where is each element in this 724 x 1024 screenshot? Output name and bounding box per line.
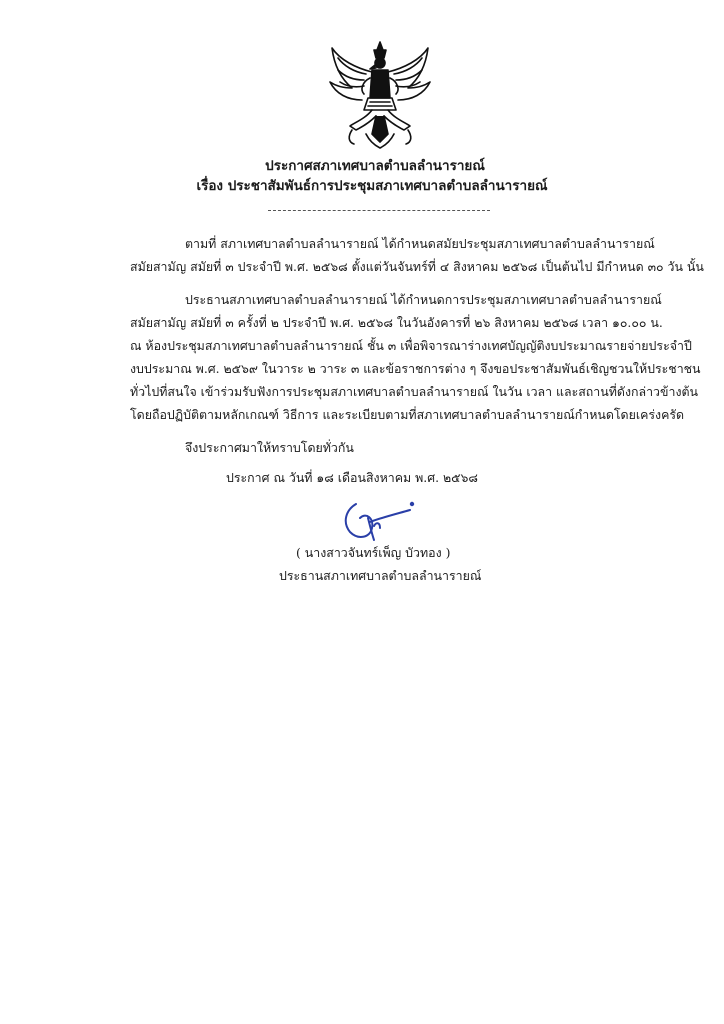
announcement-subject: เรื่อง ประชาสัมพันธ์การประชุมสภาเทศบาลตำบลลำนารายณ์ <box>196 178 548 194</box>
announcement-date: ประกาศ ณ วันที่ ๑๘ เดือนสิงหาคม พ.ศ. ๒๕๖๘ <box>226 470 478 485</box>
garuda-emblem-icon <box>326 38 434 150</box>
paragraph2-line3: ณ ห้องประชุมสภาเทศบาลตำบลลำนารายณ์ ชั้น ๓ เพื่อพิจารณาร่างเทศบัญญัติงบประมาณรายจ่ายประจำปี <box>130 338 692 353</box>
paragraph1-line2: สมัยสามัญ สมัยที่ ๓ ประจำปี พ.ศ. ๒๕๖๘ ตั้งแต่วันจันทร์ที่ ๔ สิงหาคม ๒๕๖๘ เป็นต้นไป มีกำหนด ๓๐ วัน นั้น <box>130 259 704 274</box>
paragraph2-line4: งบประมาณ พ.ศ. ๒๕๖๙ ในวาระ ๒ วาระ ๓ และข้อราชการต่าง ๆ จึงขอประชาสัมพันธ์เชิญชวนให้ประชาชน <box>130 361 701 376</box>
announcement-title: ประกาศสภาเทศบาลตำบลลำนารายณ์ <box>265 158 485 174</box>
signer-name: ( นางสาวจันทร์เพ็ญ บัวทอง ) <box>296 545 451 560</box>
paragraph2-line6: โดยถือปฏิบัติตามหลักเกณฑ์ วิธีการ และระเบียบตามที่สภาเทศบาลตำบลลำนารายณ์กำหนดโดยเคร่งครัด <box>130 407 685 422</box>
paragraph1-line1: ตามที่ สภาเทศบาลตำบลลำนารายณ์ ได้กำหนดสมัยประชุมสภาเทศบาลตำบลลำนารายณ์ <box>185 236 655 251</box>
handwritten-signature <box>340 496 416 544</box>
paragraph2-line5: ทั่วไปที่สนใจ เข้าร่วมรับฟังการประชุมสภาเทศบาลตำบลลำนารายณ์ ในวัน เวลา และสถานที่ดังกล่าวข้างต้น <box>130 384 699 399</box>
signer-position: ประธานสภาเทศบาลตำบลลำนารายณ์ <box>279 568 482 583</box>
title-separator <box>268 210 490 211</box>
closing-line: จึงประกาศมาให้ทราบโดยทั่วกัน <box>185 440 354 455</box>
announcement-heading <box>0 156 724 196</box>
paragraph2-line1: ประธานสภาเทศบาลตำบลลำนารายณ์ ได้กำหนดการประชุมสภาเทศบาลตำบลลำนารายณ์ <box>185 292 662 307</box>
paragraph2-line2: สมัยสามัญ สมัยที่ ๓ ครั้งที่ ๒ ประจำปี พ.ศ. ๒๕๖๘ ในวันอังคารที่ ๒๖ สิงหาคม ๒๕๖๘ เวลา ๑๐.๐๐ น. <box>130 315 663 330</box>
